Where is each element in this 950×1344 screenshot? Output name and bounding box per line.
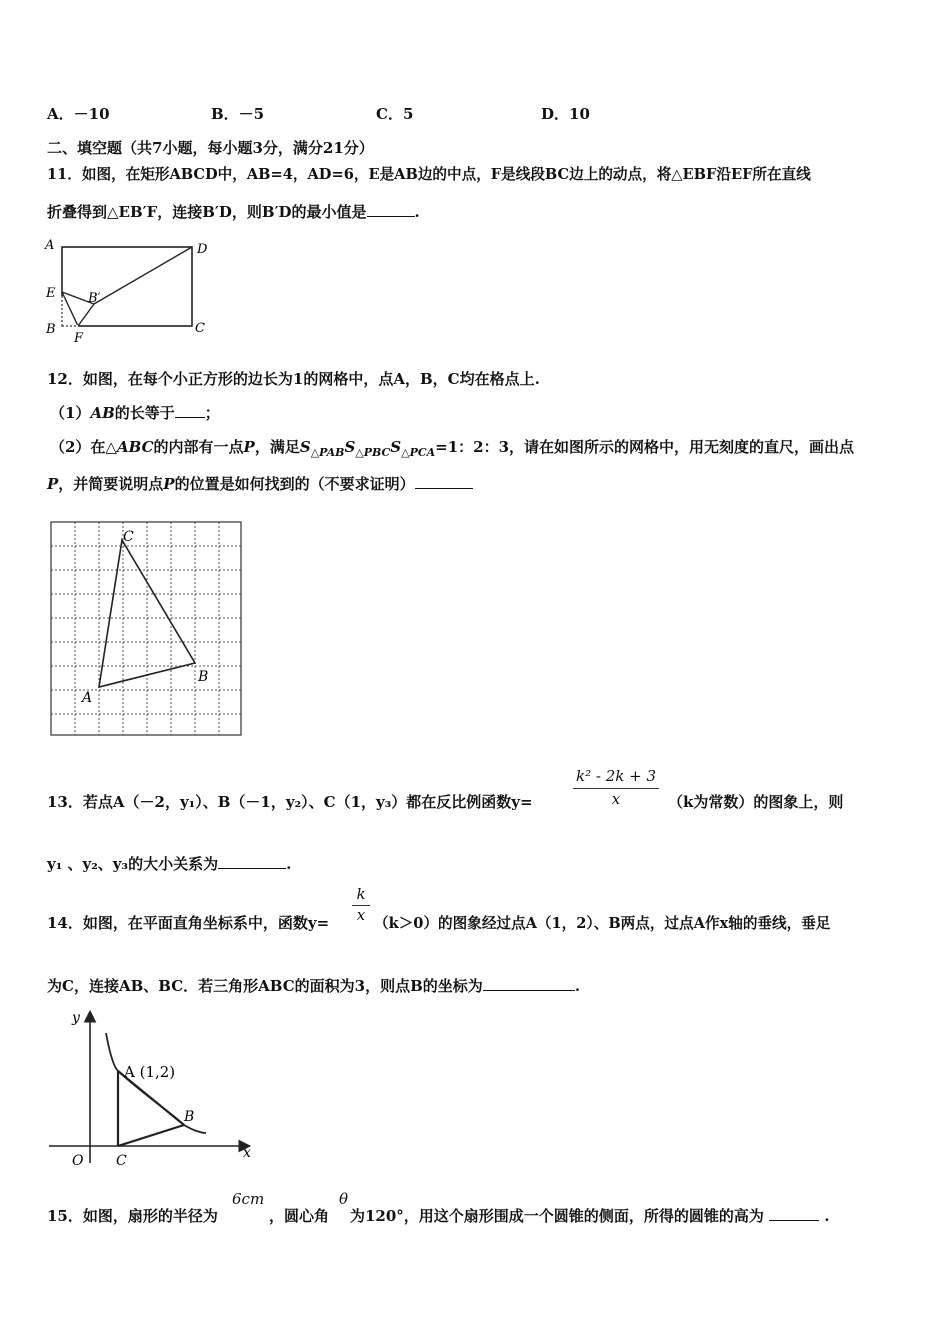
q14-line2-text: 为C，连接AB、BC．若三角形ABC的面积为3，则点B的坐标为 [47, 977, 483, 995]
q12-line3-p: P [47, 475, 59, 493]
q13-answer-blank[interactable] [218, 854, 286, 869]
q14-numerator: k [356, 885, 366, 903]
q15-radius: 6cm [232, 1190, 265, 1208]
axis-label-y: y [72, 1010, 80, 1026]
q14-answer-blank[interactable] [483, 976, 575, 991]
q12-line3 [47, 473, 473, 494]
q12-s2-sub: △PBC [355, 446, 391, 459]
q12-part2-mid: 的内部有一点 [153, 438, 244, 456]
q12-part2-prefix: （2）在△ [50, 438, 117, 456]
q14-fraction [352, 885, 370, 924]
q12-line3-rest: 的位置是如何找到的（不要求证明） [174, 475, 415, 493]
q12-p: P [243, 438, 255, 456]
axis-label-x: x [243, 1145, 251, 1161]
q12-answer-blank-2[interactable] [415, 474, 473, 489]
q11-line2 [47, 201, 420, 222]
option-a: A．－10 [47, 105, 110, 123]
q11-line2-text: 折叠得到△EB′F，连接B′D，则B′D的最小值是 [47, 203, 367, 221]
q15-prefix: 15．如图，扇形的半径为 [47, 1207, 218, 1225]
grid-label-b: B [198, 669, 209, 685]
q13-line2-text: y₁ 、y₂、y₃的大小关系为 [47, 855, 219, 873]
grid-border [51, 522, 241, 735]
segment-b-prime-d [94, 247, 192, 304]
q12-part2 [50, 436, 854, 459]
q12-grid-figure [48, 519, 244, 739]
q15-suffix: 为120°，用这个扇形围成一个圆锥的侧面，所得的圆锥的高为 [350, 1207, 764, 1225]
label-f: F [74, 331, 84, 346]
q12-part2-rest: =1：2：3，请在如图所示的网格中，用无刻度的直尺，画出点 [435, 438, 855, 456]
label-a: A [45, 238, 55, 253]
segment-bc [118, 1125, 184, 1146]
q14-suffix: （k＞0）的图象经过点A（1，2）、B两点，过点A作x轴的垂线，垂足 [374, 915, 831, 932]
point-a-label: A (1,2) [124, 1063, 176, 1081]
point-c-label: C [116, 1153, 127, 1169]
section-heading: 二、填空题（共7小题，每小题3分，满分21分） [47, 139, 374, 157]
q13-line2-end: . [286, 855, 292, 873]
q14-prefix: 14．如图，在平面直角坐标系中，函数y= [47, 914, 330, 932]
option-b: B．－5 [211, 105, 265, 123]
q14-line2-end: . [574, 977, 581, 995]
segment-fb-prime [78, 304, 94, 326]
q12-s3: S [390, 438, 402, 456]
label-e: E [46, 286, 56, 301]
q15-mid: ，圆心角 [269, 1207, 330, 1225]
q12-line3-mid: ，并简要说明点 [58, 475, 164, 493]
q13-line2 [47, 853, 291, 874]
q12-part1-suffix: 的长等于 [114, 404, 175, 422]
q11-answer-blank[interactable] [367, 202, 415, 217]
grid [51, 522, 241, 735]
label-c: C [195, 321, 205, 336]
q12-s1: S [299, 438, 311, 456]
q12-abc: ABC [116, 438, 154, 456]
q12-part2-cond: ，满足 [254, 438, 300, 456]
q12-s1-sub: △PAB [310, 446, 345, 459]
origin-label: O [72, 1153, 84, 1169]
q13-prefix: 13．若点A（－2，y₁）、B（－1，y₂）、C（1，y₃）都在反比例函数y= [47, 793, 533, 811]
q12-part1-end: ； [204, 404, 220, 422]
q12-answer-blank-1[interactable] [175, 403, 205, 418]
q15-suffix-line [350, 1205, 830, 1226]
q15-end: . [824, 1207, 830, 1225]
point-b-label: B [184, 1109, 195, 1125]
q12-part1-prefix: （1） [50, 404, 91, 422]
q15-answer-blank[interactable] [769, 1206, 819, 1221]
q14-line2 [47, 975, 580, 996]
grid-label-c: C [123, 529, 134, 545]
q12-s2: S [344, 438, 356, 456]
q11-line1: 11．如图，在矩形ABCD中，AB=4，AD=6，E是AB边的中点，F是线段BC边上的动点，将△EBF沿EF所在直线 [47, 166, 811, 183]
q15-theta: θ [339, 1190, 349, 1208]
label-d: D [197, 242, 208, 257]
label-b-prime: B′ [88, 291, 101, 306]
label-b: B [46, 322, 56, 337]
grid-label-a: A [82, 690, 93, 706]
q13-numerator: k² - 2k + 3 [576, 767, 656, 785]
q12-part1 [50, 402, 220, 423]
q12-line3-p2: P [163, 475, 175, 493]
q12-s3-sub: △PCA [401, 446, 436, 459]
option-d: D．10 [541, 105, 590, 123]
q11-figure [40, 236, 220, 346]
q12-line1: 12．如图，在每个小正方形的边长为1的网格中，点A，B，C均在格点上. [47, 370, 540, 388]
q13-fraction [573, 767, 659, 808]
q11-line2-end: . [414, 203, 420, 221]
q12-ab: AB [90, 404, 115, 422]
q14-figure [44, 1005, 259, 1175]
q14-denominator: x [352, 905, 370, 924]
q13-denominator: x [573, 788, 659, 808]
q13-suffix: （k为常数）的图象上，则 [668, 793, 844, 811]
option-c: C．5 [376, 105, 414, 123]
